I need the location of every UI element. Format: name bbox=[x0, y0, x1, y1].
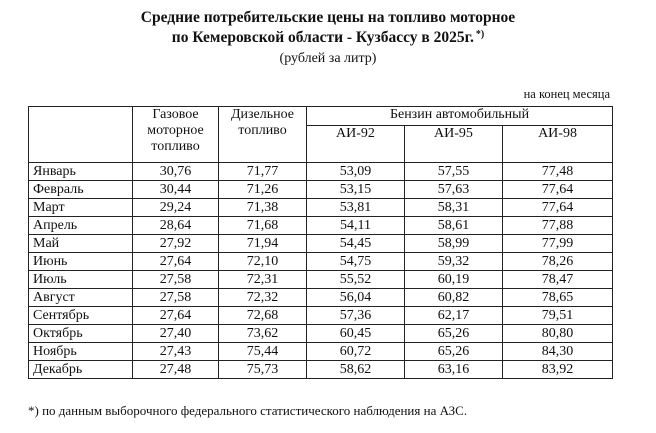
month-cell: Август bbox=[29, 289, 133, 307]
month-cell: Февраль bbox=[29, 181, 133, 199]
ai92-price-cell: 53,09 bbox=[307, 163, 405, 181]
diesel-price-cell: 72,31 bbox=[219, 271, 307, 289]
ai92-header: АИ-92 bbox=[307, 126, 405, 163]
month-cell: Январь bbox=[29, 163, 133, 181]
ai98-price-cell: 78,65 bbox=[503, 289, 613, 307]
ai98-price-cell: 83,92 bbox=[503, 361, 613, 379]
gas-price-cell: 27,92 bbox=[133, 235, 219, 253]
diesel-price-cell: 75,44 bbox=[219, 343, 307, 361]
gasoline-group-header: Бензин автомобильный bbox=[307, 107, 613, 126]
gas-price-cell: 30,76 bbox=[133, 163, 219, 181]
title-footnote-mark: *) bbox=[475, 29, 485, 40]
table-row bbox=[29, 163, 613, 181]
gas-price-cell: 30,44 bbox=[133, 181, 219, 199]
fuel-price-table bbox=[28, 106, 613, 379]
ai92-price-cell: 53,15 bbox=[307, 181, 405, 199]
diesel-price-cell: 73,62 bbox=[219, 325, 307, 343]
gas-price-cell: 28,64 bbox=[133, 217, 219, 235]
diesel-price-cell: 71,68 bbox=[219, 217, 307, 235]
table-row bbox=[29, 289, 613, 307]
gas-price-cell: 27,58 bbox=[133, 271, 219, 289]
ai98-price-cell: 80,80 bbox=[503, 325, 613, 343]
ai95-price-cell: 58,61 bbox=[405, 217, 503, 235]
gas-price-cell: 29,24 bbox=[133, 199, 219, 217]
table-body bbox=[29, 163, 613, 379]
title-line-2 bbox=[0, 28, 656, 48]
ai98-header: АИ-98 bbox=[503, 126, 613, 163]
ai98-price-cell: 77,64 bbox=[503, 181, 613, 199]
table-row bbox=[29, 181, 613, 199]
ai92-price-cell: 53,81 bbox=[307, 199, 405, 217]
ai98-price-cell: 78,26 bbox=[503, 253, 613, 271]
gas-fuel-header: Газовое моторное топливо bbox=[133, 107, 219, 163]
table-row bbox=[29, 253, 613, 271]
month-cell: Декабрь bbox=[29, 361, 133, 379]
ai92-price-cell: 58,62 bbox=[307, 361, 405, 379]
gas-price-cell: 27,64 bbox=[133, 253, 219, 271]
table-row bbox=[29, 271, 613, 289]
diesel-price-cell: 72,68 bbox=[219, 307, 307, 325]
ai92-price-cell: 54,45 bbox=[307, 235, 405, 253]
gas-price-cell: 27,40 bbox=[133, 325, 219, 343]
month-cell: Июнь bbox=[29, 253, 133, 271]
ai92-price-cell: 60,72 bbox=[307, 343, 405, 361]
table-row bbox=[29, 307, 613, 325]
gas-price-cell: 27,64 bbox=[133, 307, 219, 325]
ai95-price-cell: 62,17 bbox=[405, 307, 503, 325]
month-cell: Октябрь bbox=[29, 325, 133, 343]
ai95-price-cell: 58,99 bbox=[405, 235, 503, 253]
units-subtitle: (рублей за литр) bbox=[279, 51, 377, 66]
diesel-price-cell: 71,94 bbox=[219, 235, 307, 253]
diesel-price-cell: 71,26 bbox=[219, 181, 307, 199]
ai98-price-cell: 77,88 bbox=[503, 217, 613, 235]
table-row bbox=[29, 199, 613, 217]
month-cell: Сентябрь bbox=[29, 307, 133, 325]
ai98-price-cell: 78,47 bbox=[503, 271, 613, 289]
gas-price-cell: 27,43 bbox=[133, 343, 219, 361]
ai95-header: АИ-95 bbox=[405, 126, 503, 163]
table-row bbox=[29, 361, 613, 379]
gas-price-cell: 27,58 bbox=[133, 289, 219, 307]
table-row bbox=[29, 235, 613, 253]
ai98-price-cell: 77,99 bbox=[503, 235, 613, 253]
header-row-1 bbox=[29, 107, 613, 126]
ai95-price-cell: 59,32 bbox=[405, 253, 503, 271]
ai95-price-cell: 65,26 bbox=[405, 325, 503, 343]
month-cell: Апрель bbox=[29, 217, 133, 235]
ai98-price-cell: 84,30 bbox=[503, 343, 613, 361]
ai98-price-cell: 79,51 bbox=[503, 307, 613, 325]
period-note: на конец месяца bbox=[523, 87, 610, 101]
month-header-cell bbox=[29, 107, 133, 163]
table-row bbox=[29, 343, 613, 361]
diesel-price-cell: 75,73 bbox=[219, 361, 307, 379]
table-row bbox=[29, 325, 613, 343]
ai92-price-cell: 54,11 bbox=[307, 217, 405, 235]
ai95-price-cell: 57,63 bbox=[405, 181, 503, 199]
diesel-price-cell: 71,38 bbox=[219, 199, 307, 217]
gas-price-cell: 27,48 bbox=[133, 361, 219, 379]
month-cell: Июль bbox=[29, 271, 133, 289]
month-cell: Март bbox=[29, 199, 133, 217]
diesel-price-cell: 71,77 bbox=[219, 163, 307, 181]
diesel-header: Дизельное топливо bbox=[219, 107, 307, 163]
month-cell: Ноябрь bbox=[29, 343, 133, 361]
ai98-price-cell: 77,64 bbox=[503, 199, 613, 217]
ai92-price-cell: 56,04 bbox=[307, 289, 405, 307]
footnote: *) по данным выборочного федерального статистического наблюдения на АЗС. bbox=[28, 403, 468, 418]
ai98-price-cell: 77,48 bbox=[503, 163, 613, 181]
ai95-price-cell: 58,31 bbox=[405, 199, 503, 217]
table-row bbox=[29, 217, 613, 235]
ai92-price-cell: 57,36 bbox=[307, 307, 405, 325]
ai95-price-cell: 65,26 bbox=[405, 343, 503, 361]
ai95-price-cell: 57,55 bbox=[405, 163, 503, 181]
title-line-1: Средние потребительские цены на топливо моторное bbox=[140, 9, 516, 26]
ai95-price-cell: 63,16 bbox=[405, 361, 503, 379]
title-line-2-text: по Кемеровской области - Кузбассу в 2025г. bbox=[171, 29, 474, 46]
ai92-price-cell: 54,75 bbox=[307, 253, 405, 271]
title-block bbox=[0, 8, 656, 67]
ai92-price-cell: 55,52 bbox=[307, 271, 405, 289]
ai95-price-cell: 60,82 bbox=[405, 289, 503, 307]
ai95-price-cell: 60,19 bbox=[405, 271, 503, 289]
month-cell: Май bbox=[29, 235, 133, 253]
diesel-price-cell: 72,32 bbox=[219, 289, 307, 307]
diesel-price-cell: 72,10 bbox=[219, 253, 307, 271]
ai92-price-cell: 60,45 bbox=[307, 325, 405, 343]
